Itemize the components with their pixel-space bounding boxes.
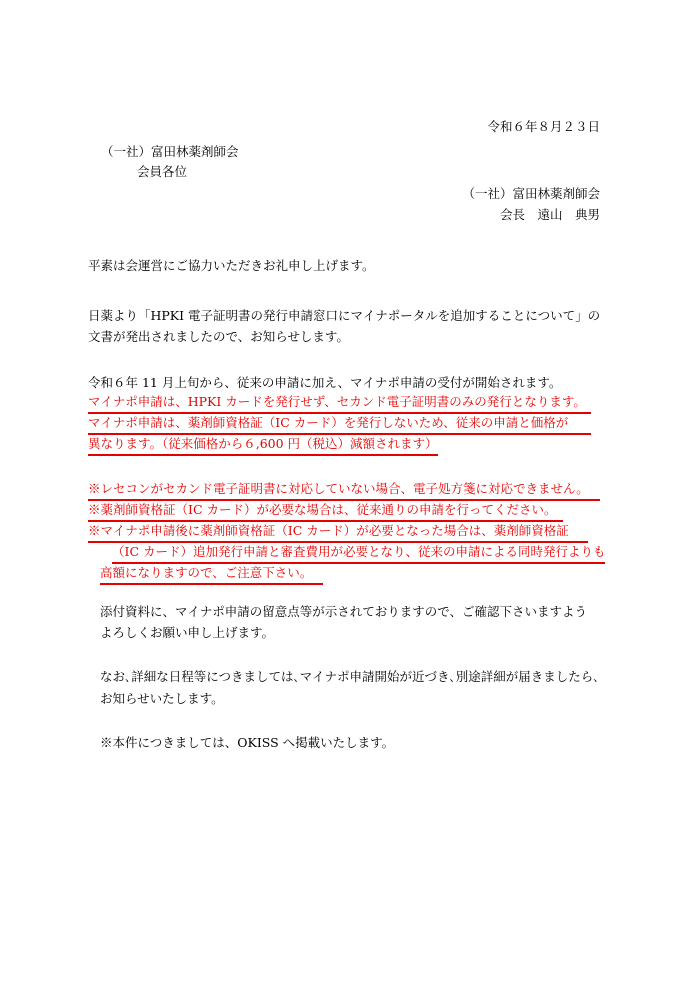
recipient: 会員各位 [137, 164, 188, 179]
red-underline-3 [88, 454, 438, 456]
paragraph-1-line-2: 文書が発出されましたので、お知らせします。 [88, 329, 349, 344]
note-3-cont-1: （IC カード）追加発行申請と審査費用が必要となり、従来の申請による同時発行よりも [112, 544, 606, 559]
greeting: 平素は会運営にご協力いただきお礼申し上げます。 [88, 258, 375, 273]
sender-org: （一社）富田林薬剤師会 [462, 186, 600, 201]
sender-title: 会長 遠山 典男 [499, 207, 600, 222]
red-line-2: マイナポ申請は、薬剤師資格証（IC カード）を発行しないため、従来の申請と価格が [88, 415, 569, 430]
paragraph-3-line-2: よろしくお願い申し上げます。 [100, 625, 275, 640]
note-1: ※レセコンがセカンド電子証明書に対応していない場合、電子処方箋に対応できません。 [88, 481, 589, 496]
paragraph-5: ※本件につきましては、OKISS へ掲載いたします。 [100, 735, 395, 750]
note-3: ※マイナポ申請後に薬剤師資格証（IC カード）が必要となった場合は、薬剤師資格証 [88, 523, 569, 538]
paragraph-4-line-2: お知らせいたします。 [100, 691, 224, 706]
recipient-org: （一社）富田林薬剤師会 [101, 144, 239, 159]
paragraph-4-line-1: なお､詳細な日程等につきましては､マイナポ申請開始が近づき､別途詳細が届きましたら､ [100, 669, 600, 684]
note-3-cont-2: 高額になりますので、ご注意下さい。 [100, 565, 313, 580]
document-date: 令和６年８月２３日 [487, 119, 600, 134]
red-line-1: マイナポ申請は、HPKI カードを発行せず、セカンド電子証明書のみの発行となります。 [88, 394, 586, 409]
note-3-cont-2-underline [100, 583, 323, 585]
paragraph-1-line-1: 日薬より「HPKI 電子証明書の発行申請窓口にマイナポータルを追加することについて」の [88, 308, 601, 323]
paragraph-2-intro: 令和６年 11 月上旬から、従来の申請に加え、マイナポ申請の受付が開始されます。 [88, 375, 562, 390]
red-line-3: 異なります。（従来価格から６,600 円（税込）減額されます） [88, 436, 438, 451]
note-2: ※薬剤師資格証（IC カード）が必要な場合は、従来通りの申請を行ってください。 [88, 502, 557, 517]
paragraph-3-line-1: 添付資料に、マイナポ申請の留意点等が示されておりますので、ご確認下さいますよう [100, 604, 588, 619]
